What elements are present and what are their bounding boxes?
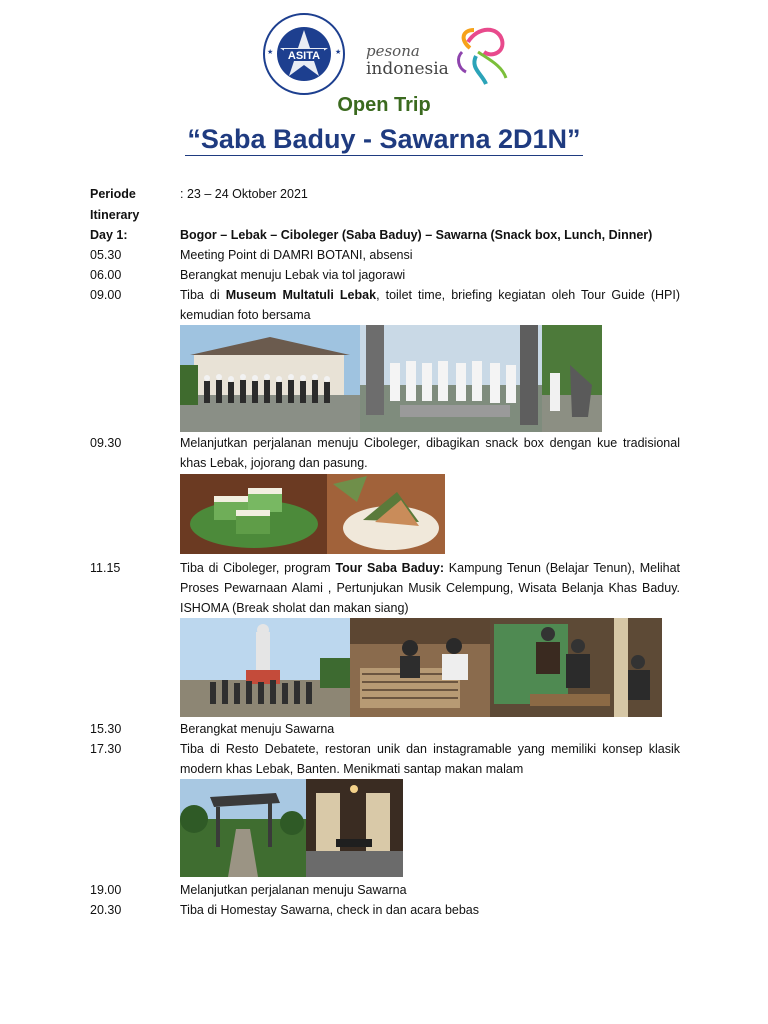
trip-type-heading: Open Trip: [337, 94, 431, 116]
periode-label: Periode: [90, 187, 136, 201]
schedule-time: 11.15: [90, 561, 121, 575]
schedule-text: Meeting Point di DAMRI BOTANI, absensi: [180, 248, 413, 262]
schedule-time: 06.00: [90, 268, 122, 282]
trip-title: [0, 124, 768, 155]
photo-museum-statue: [542, 325, 602, 432]
garuda-swirl-icon: [459, 30, 506, 84]
schedule-time: 09.00: [90, 288, 122, 302]
pesona-indonesia-logo: [366, 22, 512, 88]
svg-text:★: ★: [335, 49, 342, 56]
schedule-text: Berangkat menuju Sawarna: [180, 722, 335, 736]
schedule-text: Berangkat menuju Lebak via tol jagorawi: [180, 268, 406, 282]
photo-kue-jojorang: [180, 474, 327, 554]
photo-museum-courtyard: [360, 325, 542, 432]
schedule-text: Tiba di Resto Debatete, restoran unik dan instagramable yang memiliki konsep klasik modern khas Lebak, Banten. Menikmati santap makan malam: [180, 742, 680, 776]
museum-name: Museum Multatuli Lebak: [225, 288, 377, 302]
schedule-time: 09.30: [90, 436, 122, 450]
schedule-time: 05.30: [90, 248, 122, 262]
periode-value: : 23 – 24 Oktober 2021: [180, 187, 308, 201]
schedule-text: Tiba di Museum Multatuli Lebak, toilet time, briefing kegiatan oleh Tour Guide (HPI) kemudian foto bersama: [180, 288, 681, 322]
day1-label: Day 1:: [90, 228, 128, 242]
trip-title-text: “Saba Baduy - Sawarna 2D1N”: [187, 124, 581, 154]
schedule-text: Tiba di Homestay Sawarna, check in dan acara bebas: [180, 903, 480, 917]
schedule-text: Melanjutkan perjalanan menuju Sawarna: [180, 883, 407, 897]
svg-text:★: ★: [267, 49, 274, 56]
photo-resto-garden: [180, 779, 306, 877]
photo-museum-group: [180, 325, 360, 432]
photo-resto-interior: [306, 779, 403, 877]
tour-name: Tour Saba Baduy:: [335, 561, 445, 575]
pesona-word: pesona: [366, 42, 420, 60]
photo-kampung-tenun: [350, 618, 490, 717]
asita-name: ASITA: [287, 50, 321, 62]
schedule-text: Tiba di Ciboleger, program Tour Saba Baduy: Kampung Tenun (Belajar Tenun), Melihat Proses Pewarnaan Alami , Pertunjukan Musik Celempung, Wisata Belanja Khas Baduy. ISHOMA (Break sholat dan makan siang): [180, 561, 681, 615]
day1-route: Bogor – Lebak – Ciboleger (Saba Baduy) – Sawarna (Snack box, Lunch, Dinner): [180, 228, 653, 242]
schedule-time: 20.30: [90, 903, 122, 917]
schedule-time: 19.00: [90, 883, 122, 897]
schedule-time: 15.30: [90, 722, 122, 736]
itinerary-label: Itinerary: [90, 208, 140, 222]
photo-musik-celempung: [490, 618, 662, 717]
asita-logo: [262, 12, 346, 96]
schedule-text: Melanjutkan perjalanan menuju Ciboleger, dibagikan snack box dengan kue tradisional khas Lebak, jojorang dan pasung.: [180, 436, 680, 470]
schedule-time: 17.30: [90, 742, 122, 756]
photo-kue-pasung: [327, 474, 445, 554]
indonesia-word: indonesia: [366, 59, 449, 79]
photo-ciboleger-monument: [180, 618, 350, 717]
